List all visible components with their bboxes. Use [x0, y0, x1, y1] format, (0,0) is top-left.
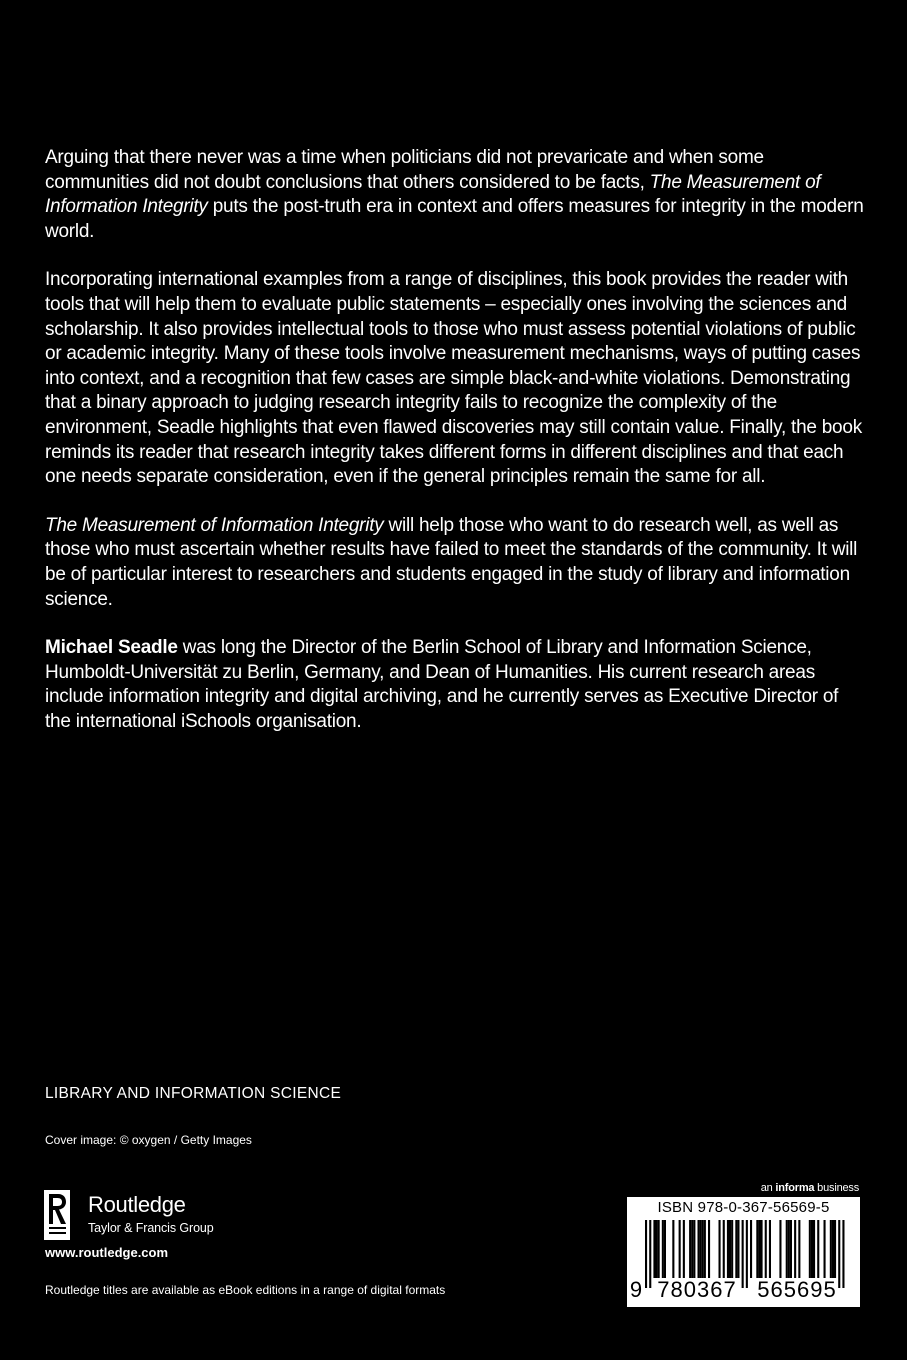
ebook-note: Routledge titles are available as eBook editions in a range of digital formats [45, 1283, 446, 1297]
barcode-bar [794, 1220, 796, 1278]
barcode-guard-bar [746, 1220, 748, 1288]
barcode-bar [834, 1220, 836, 1278]
barcode-bar [832, 1220, 834, 1278]
author-bio [45, 636, 865, 734]
barcode-bar [756, 1220, 758, 1278]
barcode-bar [689, 1220, 691, 1278]
informa-suffix: business [814, 1182, 859, 1194]
barcode-bar [683, 1220, 685, 1278]
barcode-bar [664, 1220, 666, 1278]
ean-right-digits: 565695 [757, 1277, 837, 1302]
barcode-bar [679, 1220, 681, 1278]
informa-prefix: an [760, 1182, 776, 1194]
barcode-bar [798, 1220, 800, 1278]
blurb-p3-text: will help those who want to do research well, as well as those who must ascertain whether results have failed to meet the standards of the community. It will be of particular interest to researchers and students engaged in the study of library and information science. [45, 514, 858, 610]
barcode-bar [698, 1220, 700, 1278]
blurb-paragraph-3 [45, 514, 865, 612]
author-name: Michael Seadle [45, 637, 178, 659]
barcode-bar [708, 1220, 710, 1278]
informa-brand: informa [775, 1182, 815, 1194]
blurb-paragraph-1 [45, 146, 865, 244]
barcode-bar [765, 1220, 767, 1278]
barcode-bar [729, 1220, 731, 1278]
barcode-bar [811, 1220, 813, 1278]
barcode-bar [813, 1220, 815, 1278]
barcode-bar [727, 1220, 729, 1278]
publisher-logo [44, 1190, 234, 1240]
barcode-bar [719, 1220, 721, 1278]
barcode-bar [662, 1220, 664, 1278]
barcode-bar [758, 1220, 760, 1278]
blurb-p1-text-a: Arguing that there never was a time when politicians did not prevaricate and when some communities did not doubt conclusions that others considered to be facts, [45, 147, 764, 193]
ean-left-digits: 780367 [657, 1277, 737, 1302]
barcode-bar [779, 1220, 781, 1278]
barcode-bar [735, 1220, 737, 1278]
ean-first-digit: 9 [629, 1277, 643, 1302]
barcode-bar [750, 1220, 752, 1278]
barcode-bar [737, 1220, 739, 1278]
barcode-bar [824, 1220, 826, 1278]
barcode-bar [691, 1220, 693, 1278]
barcode-bar [788, 1220, 790, 1278]
barcode-bar [769, 1220, 771, 1278]
barcode-bar [653, 1220, 655, 1278]
isbn-label: ISBN 978-0-367-56569-5 [657, 1199, 830, 1216]
cover-image-credit: Cover image: © oxygen / Getty Images [45, 1133, 252, 1147]
publisher-name: Routledge [88, 1192, 186, 1217]
isbn-barcode-box [627, 1197, 860, 1307]
barcode-bar [809, 1220, 811, 1278]
barcode-bar [817, 1220, 819, 1278]
informa-tagline [761, 1182, 859, 1194]
barcode-bar [723, 1220, 725, 1278]
barcode-bar [731, 1220, 733, 1278]
blurb-p1-text-b: puts the post-truth era in context and offers measures for integrity in the modern world. [45, 196, 864, 242]
barcode-bar [656, 1220, 658, 1278]
barcode-bar [786, 1220, 788, 1278]
barcode-bar [704, 1220, 706, 1278]
blurb-paragraph-2: Incorporating international examples from a range of disciplines, this book provides the reader with tools that will help them to evaluate public statements – especially ones involving the sciences and scholarship. It also provides intellectual tools to those who must assess potential violations of public or academic integrity. Many of these tools involve measurement mechanisms, ways of putting cases into context, and a recognition that few cases are simple black-and-white violations. Demonstrating that a binary approach to judging research integrity fails to recognize the complexity of the environment, Seadle highlights that even flawed discoveries may still contain value. Finally, the book reminds its reader that research integrity takes different forms in different disciplines and that each one needs separate consideration, even if the general principles remain the same for all. [45, 269, 862, 488]
barcode-bar [702, 1220, 704, 1278]
routledge-r-icon [44, 1190, 70, 1240]
book-title-italic: The Measurement of Information Integrity [45, 171, 821, 218]
barcode-bar [700, 1220, 702, 1278]
author-bio-text: was long the Director of the Berlin School of Library and Information Science, Humboldt-Universität zu Berlin, Germany, and Dean of Humanities. His current research areas include information integrity and digital archiving, and he currently serves as Executive Director of the international iSchools organisation. [45, 637, 839, 732]
book-title-italic: The Measurement of Information Integrity [45, 514, 384, 536]
barcode-bar [693, 1220, 695, 1278]
barcode-bar [672, 1220, 674, 1278]
publisher-website[interactable]: www.routledge.com [45, 1245, 169, 1260]
publisher-group: Taylor & Francis Group [88, 1221, 214, 1235]
barcode-guard-bar [645, 1220, 647, 1288]
barcode-bar [830, 1220, 832, 1278]
barcode-bar [658, 1220, 660, 1278]
subject-category: LIBRARY AND INFORMATION SCIENCE [45, 1085, 342, 1102]
barcode-bar [761, 1220, 763, 1278]
blurb-text [45, 146, 865, 758]
barcode-bar [790, 1220, 792, 1278]
